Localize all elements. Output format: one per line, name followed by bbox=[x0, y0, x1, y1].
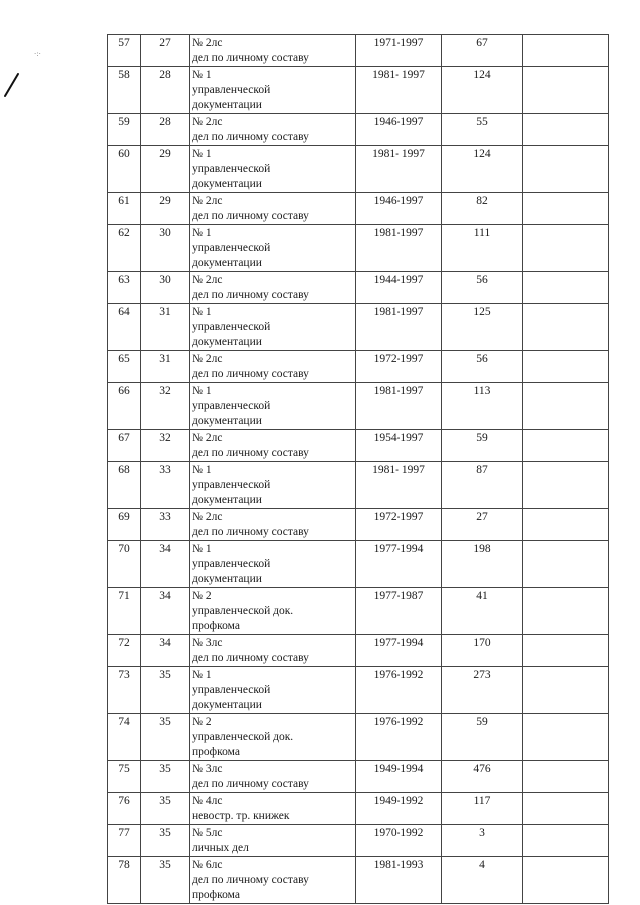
file-count-cell: 124 bbox=[442, 67, 523, 114]
note-cell bbox=[523, 383, 609, 430]
table-row bbox=[108, 146, 609, 193]
inventory-title-line: управленческой bbox=[192, 84, 271, 96]
table-row bbox=[108, 193, 609, 225]
fund-number-cell: 35 bbox=[141, 793, 190, 825]
inventory-title-cell bbox=[190, 67, 356, 114]
inventory-title-line: № 2 bbox=[192, 590, 212, 602]
date-range-cell: 1946-1997 bbox=[356, 193, 442, 225]
inventory-title-line: невостр. тр. книжек bbox=[192, 810, 290, 822]
inventory-title-line: № 3лс bbox=[192, 763, 223, 775]
inventory-table-body bbox=[108, 35, 609, 904]
inventory-title-cell bbox=[190, 462, 356, 509]
file-count-cell: 273 bbox=[442, 667, 523, 714]
file-count-cell: 87 bbox=[442, 462, 523, 509]
row-number-cell: 57 bbox=[108, 35, 141, 67]
note-cell bbox=[523, 272, 609, 304]
note-cell bbox=[523, 588, 609, 635]
inventory-title-line: документации bbox=[192, 415, 262, 427]
inventory-title-line: документации bbox=[192, 573, 262, 585]
inventory-title-line: № 1 bbox=[192, 464, 212, 476]
date-range-cell: 1970-1992 bbox=[356, 825, 442, 857]
note-cell bbox=[523, 825, 609, 857]
row-number-cell: 77 bbox=[108, 825, 141, 857]
inventory-title-line: дел по личному составу bbox=[192, 289, 309, 301]
inventory-title-cell bbox=[190, 35, 356, 67]
row-number-cell: 72 bbox=[108, 635, 141, 667]
inventory-title-line: дел по личному составу bbox=[192, 652, 309, 664]
inventory-title-line: № 1 bbox=[192, 306, 212, 318]
file-count-cell: 41 bbox=[442, 588, 523, 635]
file-count-cell: 67 bbox=[442, 35, 523, 67]
date-range-cell: 1946-1997 bbox=[356, 114, 442, 146]
date-range-cell: 1981-1997 bbox=[356, 383, 442, 430]
inventory-title-line: документации bbox=[192, 699, 262, 711]
inventory-title-line: № 1 bbox=[192, 543, 212, 555]
inventory-title-cell bbox=[190, 541, 356, 588]
inventory-title-cell bbox=[190, 304, 356, 351]
note-cell bbox=[523, 35, 609, 67]
fund-number-cell: 27 bbox=[141, 35, 190, 67]
date-range-cell: 1981- 1997 bbox=[356, 462, 442, 509]
row-number-cell: 61 bbox=[108, 193, 141, 225]
note-cell bbox=[523, 304, 609, 351]
inventory-title-cell bbox=[190, 193, 356, 225]
row-number-cell: 65 bbox=[108, 351, 141, 383]
inventory-title-line: № 6лс bbox=[192, 859, 223, 871]
inventory-title-cell bbox=[190, 714, 356, 761]
fund-number-cell: 28 bbox=[141, 114, 190, 146]
date-range-cell: 1949-1992 bbox=[356, 793, 442, 825]
date-range-cell: 1977-1994 bbox=[356, 635, 442, 667]
date-range-cell: 1949-1994 bbox=[356, 761, 442, 793]
inventory-title-line: № 5лс bbox=[192, 827, 223, 839]
inventory-title-cell bbox=[190, 509, 356, 541]
note-cell bbox=[523, 146, 609, 193]
file-count-cell: 56 bbox=[442, 351, 523, 383]
note-cell bbox=[523, 761, 609, 793]
inventory-title-line: № 2лс bbox=[192, 116, 223, 128]
fund-number-cell: 28 bbox=[141, 67, 190, 114]
inventory-title-cell bbox=[190, 114, 356, 146]
table-row bbox=[108, 67, 609, 114]
inventory-title-cell bbox=[190, 351, 356, 383]
row-number-cell: 62 bbox=[108, 225, 141, 272]
date-range-cell: 1954-1997 bbox=[356, 430, 442, 462]
file-count-cell: 56 bbox=[442, 272, 523, 304]
table-row bbox=[108, 351, 609, 383]
inventory-title-line: документации bbox=[192, 336, 262, 348]
fund-number-cell: 35 bbox=[141, 825, 190, 857]
inventory-title-line: личных дел bbox=[192, 842, 249, 854]
row-number-cell: 67 bbox=[108, 430, 141, 462]
note-cell bbox=[523, 67, 609, 114]
fund-number-cell: 33 bbox=[141, 462, 190, 509]
pen-stroke-mark bbox=[2, 70, 22, 100]
date-range-cell: 1981-1997 bbox=[356, 225, 442, 272]
file-count-cell: 59 bbox=[442, 714, 523, 761]
table-row bbox=[108, 114, 609, 146]
fund-number-cell: 31 bbox=[141, 304, 190, 351]
inventory-title-line: управленческой bbox=[192, 400, 271, 412]
date-range-cell: 1944-1997 bbox=[356, 272, 442, 304]
inventory-title-line: № 2лс bbox=[192, 37, 223, 49]
inventory-title-line: управленческой bbox=[192, 558, 271, 570]
table-row bbox=[108, 509, 609, 541]
date-range-cell: 1976-1992 bbox=[356, 667, 442, 714]
table-row bbox=[108, 857, 609, 904]
inventory-title-line: дел по личному составу bbox=[192, 526, 309, 538]
table-row bbox=[108, 825, 609, 857]
inventory-title-line: № 2лс bbox=[192, 274, 223, 286]
fund-number-cell: 30 bbox=[141, 272, 190, 304]
row-number-cell: 70 bbox=[108, 541, 141, 588]
date-range-cell: 1972-1997 bbox=[356, 351, 442, 383]
inventory-title-cell bbox=[190, 761, 356, 793]
table-row bbox=[108, 793, 609, 825]
row-number-cell: 74 bbox=[108, 714, 141, 761]
inventory-title-line: № 3лс bbox=[192, 637, 223, 649]
inventory-title-line: документации bbox=[192, 178, 262, 190]
table-row bbox=[108, 35, 609, 67]
inventory-title-line: управленческой bbox=[192, 163, 271, 175]
file-count-cell: 117 bbox=[442, 793, 523, 825]
row-number-cell: 78 bbox=[108, 857, 141, 904]
inventory-title-line: дел по личному составу bbox=[192, 368, 309, 380]
fund-number-cell: 35 bbox=[141, 857, 190, 904]
row-number-cell: 75 bbox=[108, 761, 141, 793]
date-range-cell: 1971-1997 bbox=[356, 35, 442, 67]
inventory-title-cell bbox=[190, 225, 356, 272]
file-count-cell: 111 bbox=[442, 225, 523, 272]
date-range-cell: 1977-1994 bbox=[356, 541, 442, 588]
inventory-title-line: № 1 bbox=[192, 69, 212, 81]
note-cell bbox=[523, 667, 609, 714]
file-count-cell: 170 bbox=[442, 635, 523, 667]
inventory-title-line: управленческой bbox=[192, 242, 271, 254]
fund-number-cell: 34 bbox=[141, 541, 190, 588]
inventory-title-cell bbox=[190, 383, 356, 430]
table-row bbox=[108, 714, 609, 761]
note-cell bbox=[523, 462, 609, 509]
fund-number-cell: 34 bbox=[141, 635, 190, 667]
inventory-title-line: профкома bbox=[192, 889, 240, 901]
inventory-title-line: № 1 bbox=[192, 227, 212, 239]
note-cell bbox=[523, 509, 609, 541]
margin-speck: ·:· bbox=[34, 50, 41, 58]
date-range-cell: 1976-1992 bbox=[356, 714, 442, 761]
file-count-cell: 125 bbox=[442, 304, 523, 351]
file-count-cell: 27 bbox=[442, 509, 523, 541]
inventory-title-line: управленческой bbox=[192, 684, 271, 696]
table-row bbox=[108, 272, 609, 304]
table-row bbox=[108, 430, 609, 462]
inventory-title-line: дел по личному составу bbox=[192, 874, 309, 886]
table-row bbox=[108, 588, 609, 635]
date-range-cell: 1981- 1997 bbox=[356, 146, 442, 193]
inventory-title-line: дел по личному составу bbox=[192, 210, 309, 222]
inventory-title-line: № 1 bbox=[192, 385, 212, 397]
date-range-cell: 1972-1997 bbox=[356, 509, 442, 541]
inventory-title-cell bbox=[190, 146, 356, 193]
inventory-title-cell bbox=[190, 857, 356, 904]
table-row bbox=[108, 635, 609, 667]
inventory-title-line: № 2лс bbox=[192, 195, 223, 207]
table-row bbox=[108, 462, 609, 509]
date-range-cell: 1981- 1997 bbox=[356, 67, 442, 114]
inventory-title-line: № 1 bbox=[192, 148, 212, 160]
fund-number-cell: 35 bbox=[141, 761, 190, 793]
row-number-cell: 68 bbox=[108, 462, 141, 509]
inventory-title-line: № 2лс bbox=[192, 511, 223, 523]
file-count-cell: 3 bbox=[442, 825, 523, 857]
inventory-title-line: дел по личному составу bbox=[192, 778, 309, 790]
note-cell bbox=[523, 193, 609, 225]
inventory-title-line: № 1 bbox=[192, 669, 212, 681]
file-count-cell: 59 bbox=[442, 430, 523, 462]
note-cell bbox=[523, 351, 609, 383]
fund-number-cell: 35 bbox=[141, 667, 190, 714]
inventory-title-line: документации bbox=[192, 494, 262, 506]
file-count-cell: 4 bbox=[442, 857, 523, 904]
fund-number-cell: 32 bbox=[141, 383, 190, 430]
inventory-title-line: № 2 bbox=[192, 716, 212, 728]
table-row bbox=[108, 304, 609, 351]
file-count-cell: 113 bbox=[442, 383, 523, 430]
inventory-title-line: № 2лс bbox=[192, 432, 223, 444]
inventory-title-line: № 4лс bbox=[192, 795, 223, 807]
fund-number-cell: 35 bbox=[141, 714, 190, 761]
inventory-title-cell bbox=[190, 588, 356, 635]
note-cell bbox=[523, 541, 609, 588]
note-cell bbox=[523, 430, 609, 462]
table-row bbox=[108, 383, 609, 430]
table-row bbox=[108, 225, 609, 272]
row-number-cell: 71 bbox=[108, 588, 141, 635]
inventory-table bbox=[107, 34, 609, 904]
row-number-cell: 69 bbox=[108, 509, 141, 541]
file-count-cell: 124 bbox=[442, 146, 523, 193]
inventory-title-line: № 2лс bbox=[192, 353, 223, 365]
inventory-title-line: дел по личному составу bbox=[192, 447, 309, 459]
fund-number-cell: 34 bbox=[141, 588, 190, 635]
row-number-cell: 63 bbox=[108, 272, 141, 304]
date-range-cell: 1977-1987 bbox=[356, 588, 442, 635]
row-number-cell: 59 bbox=[108, 114, 141, 146]
file-count-cell: 82 bbox=[442, 193, 523, 225]
file-count-cell: 476 bbox=[442, 761, 523, 793]
inventory-title-line: документации bbox=[192, 99, 262, 111]
inventory-title-line: управленческой док. bbox=[192, 731, 294, 743]
inventory-title-cell bbox=[190, 430, 356, 462]
inventory-title-line: управленческой bbox=[192, 321, 271, 333]
row-number-cell: 73 bbox=[108, 667, 141, 714]
inventory-title-line: управленческой bbox=[192, 479, 271, 491]
row-number-cell: 76 bbox=[108, 793, 141, 825]
inventory-title-cell bbox=[190, 272, 356, 304]
inventory-title-line: документации bbox=[192, 257, 262, 269]
inventory-title-cell bbox=[190, 793, 356, 825]
inventory-title-line: управленческой док. bbox=[192, 605, 294, 617]
note-cell bbox=[523, 857, 609, 904]
row-number-cell: 60 bbox=[108, 146, 141, 193]
note-cell bbox=[523, 225, 609, 272]
inventory-title-line: профкома bbox=[192, 746, 240, 758]
table-row bbox=[108, 667, 609, 714]
inventory-title-line: дел по личному составу bbox=[192, 131, 309, 143]
inventory-title-cell bbox=[190, 635, 356, 667]
fund-number-cell: 29 bbox=[141, 146, 190, 193]
file-count-cell: 198 bbox=[442, 541, 523, 588]
row-number-cell: 66 bbox=[108, 383, 141, 430]
inventory-title-cell bbox=[190, 825, 356, 857]
note-cell bbox=[523, 114, 609, 146]
date-range-cell: 1981-1993 bbox=[356, 857, 442, 904]
inventory-title-line: дел по личному составу bbox=[192, 52, 309, 64]
row-number-cell: 58 bbox=[108, 67, 141, 114]
fund-number-cell: 33 bbox=[141, 509, 190, 541]
note-cell bbox=[523, 635, 609, 667]
fund-number-cell: 29 bbox=[141, 193, 190, 225]
note-cell bbox=[523, 793, 609, 825]
row-number-cell: 64 bbox=[108, 304, 141, 351]
fund-number-cell: 30 bbox=[141, 225, 190, 272]
fund-number-cell: 32 bbox=[141, 430, 190, 462]
inventory-title-cell bbox=[190, 667, 356, 714]
date-range-cell: 1981-1997 bbox=[356, 304, 442, 351]
table-row bbox=[108, 541, 609, 588]
note-cell bbox=[523, 714, 609, 761]
inventory-title-line: профкома bbox=[192, 620, 240, 632]
fund-number-cell: 31 bbox=[141, 351, 190, 383]
file-count-cell: 55 bbox=[442, 114, 523, 146]
table-row bbox=[108, 761, 609, 793]
